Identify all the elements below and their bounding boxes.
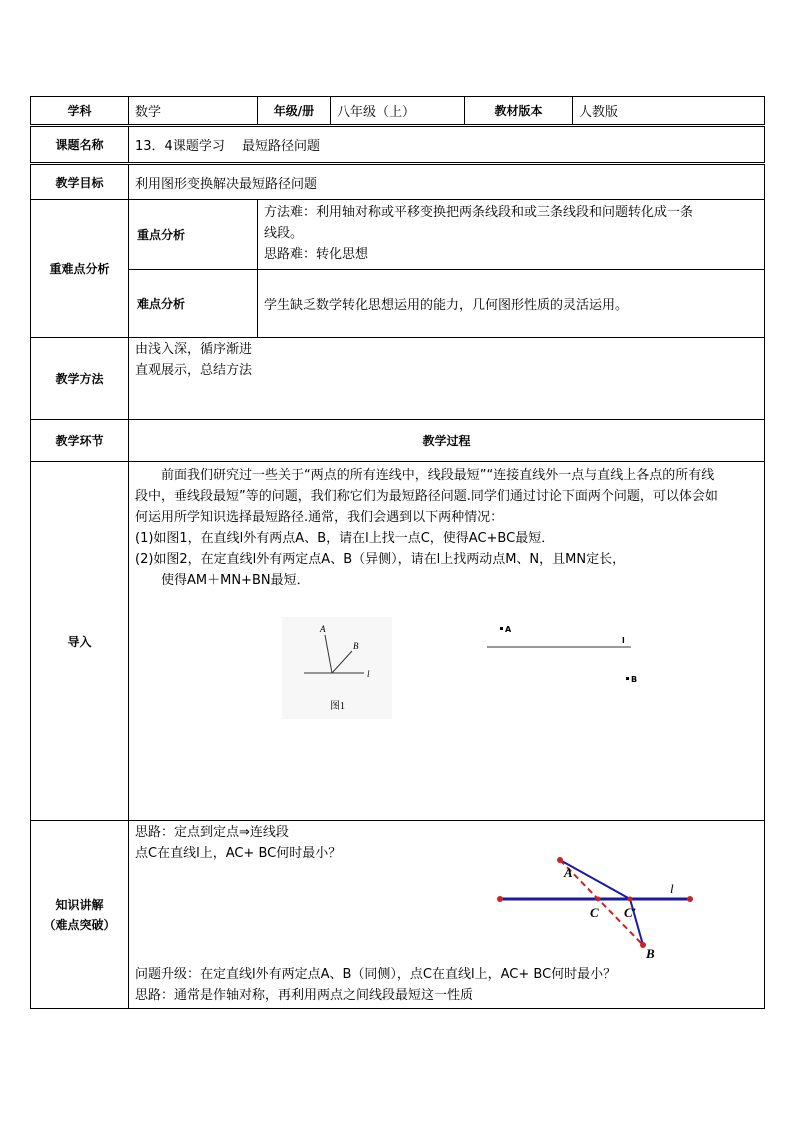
knowledge-label bbox=[31, 821, 129, 1009]
goal-label: 教学目标 bbox=[31, 164, 129, 200]
knowledge-line-end-left bbox=[497, 896, 503, 902]
knowledge-content bbox=[129, 821, 765, 1009]
knowledge-point-c2 bbox=[628, 897, 633, 902]
method-content bbox=[129, 338, 765, 420]
figure-2 bbox=[485, 621, 655, 701]
knowledge-label-line-2: （难点突破） bbox=[43, 917, 116, 932]
topic-label: 课题名称 bbox=[31, 126, 129, 164]
intro-content bbox=[129, 462, 765, 821]
knowledge-label-c: C bbox=[590, 905, 599, 920]
subject-value: 数学 bbox=[129, 97, 258, 126]
intro-line-4: (1)如图1，在直线l外有两点A、B，请在l上找一点C，使得AC+BC最短． bbox=[135, 531, 555, 546]
knowledge-line-4: 思路：通常是作轴对称，再利用两点之间线段最短这一性质 bbox=[135, 988, 474, 1003]
method-line-1: 由浅入深，循序渐进 bbox=[135, 342, 253, 357]
edition-value: 人教版 bbox=[573, 97, 765, 126]
topic-value: 13．4课题学习 最短路径问题 bbox=[129, 126, 765, 164]
hard-label: 难点分析 bbox=[129, 270, 258, 338]
knowledge-line-2: 点C在直线l上，AC+ BC何时最小？ bbox=[135, 846, 342, 861]
knowledge-label-l: l bbox=[670, 881, 674, 896]
method-label: 教学方法 bbox=[31, 338, 129, 420]
process-label: 教学环节 bbox=[31, 420, 129, 462]
knowledge-label-line-1: 知识讲解 bbox=[55, 897, 104, 912]
knowledge-line-end-right bbox=[687, 896, 693, 902]
knowledge-bottom-text bbox=[135, 964, 755, 1006]
hard-value: 学生缺乏数学转化思想运用的能力，几何图形性质的灵活运用。 bbox=[258, 270, 765, 338]
figure-1-label-a: A bbox=[320, 624, 326, 634]
figure-1-caption: 图1 bbox=[330, 701, 345, 712]
method-line-2: 直观展示，总结方法 bbox=[135, 363, 253, 378]
intro-line-3: 何运用所学知识选择最短路径.通常，我们会遇到以下两种情况： bbox=[135, 510, 504, 525]
knowledge-line-1: 思路：定点到定点⇒连线段 bbox=[135, 825, 289, 840]
grade-label: 年级/册 bbox=[258, 97, 331, 126]
subject-label: 学科 bbox=[31, 97, 129, 126]
key-line-2: 线段。 bbox=[264, 226, 304, 241]
figure-1 bbox=[282, 617, 392, 719]
key-line-1: 方法难：利用轴对称或平移变换把两条线段和或三条线段和问题转化成一条 bbox=[264, 205, 694, 220]
edition-label: 教材版本 bbox=[465, 97, 573, 126]
knowledge-figure bbox=[494, 841, 704, 961]
intro-line-6: 使得AM＋MN+BN最短． bbox=[161, 573, 310, 588]
lesson-plan-table bbox=[30, 96, 765, 1009]
figure-1-label-l: l bbox=[367, 669, 370, 679]
knowledge-point-c bbox=[596, 897, 601, 902]
knowledge-label-c2: C′ bbox=[624, 905, 637, 920]
figure-2-label-b: B bbox=[631, 675, 638, 684]
intro-line-1: 前面我们研究过一些关于“两点的所有连线中，线段最短”“连接直线外一点与直线上各点的所有线 bbox=[161, 468, 715, 483]
difficulty-label: 重难点分析 bbox=[31, 200, 129, 338]
process-title: 教学过程 bbox=[129, 420, 765, 462]
intro-label: 导入 bbox=[31, 462, 129, 821]
figure-2-point-b bbox=[626, 677, 629, 680]
key-line-3: 思路难：转化思想 bbox=[264, 247, 369, 262]
knowledge-line-3: 问题升级：在定直线l外有两定点A、B（同侧），点C在直线l上，AC+ BC何时最小？ bbox=[135, 967, 617, 982]
knowledge-label-a: A bbox=[564, 865, 573, 880]
figure-2-label-l: l bbox=[622, 636, 625, 645]
intro-figures bbox=[135, 591, 758, 801]
figure-2-point-a bbox=[500, 627, 503, 630]
knowledge-label-b: B bbox=[646, 946, 655, 961]
knowledge-point-a bbox=[557, 857, 563, 863]
intro-line-5: (2)如图2，在定直线l外有两定点A、B（异侧），请在l上找两动点M、N，且MN定长， bbox=[135, 552, 626, 567]
key-label: 重点分析 bbox=[129, 200, 258, 270]
figure-2-label-a: A bbox=[505, 625, 512, 634]
key-analysis bbox=[258, 200, 765, 270]
goal-value: 利用图形变换解决最短路径问题 bbox=[129, 164, 765, 200]
intro-line-2: 段中，垂线段最短”等的问题，我们称它们为最短路径问题.同学们通过讨论下面两个问题，可以体会如 bbox=[135, 489, 718, 504]
grade-value: 八年级（上） bbox=[331, 97, 465, 126]
figure-1-label-b: B bbox=[353, 641, 359, 651]
